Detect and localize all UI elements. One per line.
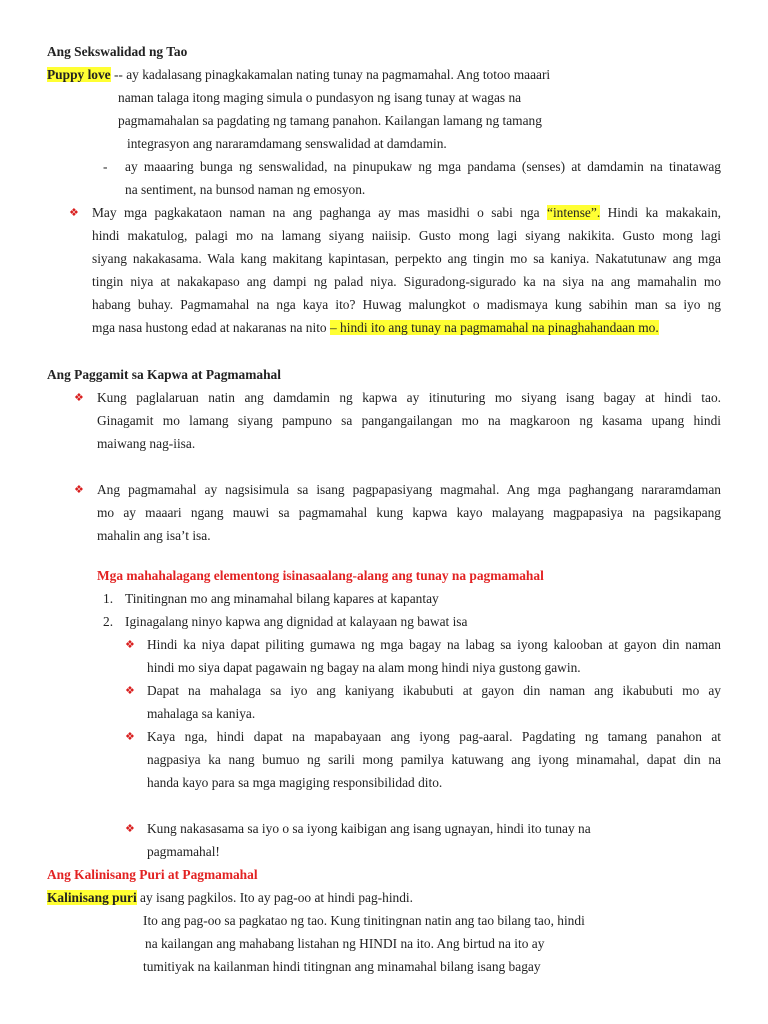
diamond-bullet-icon: ❖	[125, 823, 135, 835]
list-item: Iginagalang ninyo kapwa ang dignidad at kalayaan ng bawat isa	[125, 614, 468, 629]
kalinisang-line-2: Ito ang pag-oo sa pagkatao ng tao. Kung tinitingnan natin ang tao bilang tao, hindi	[143, 913, 585, 928]
puppy-love-line-4: integrasyon ang nararamdamang senswalidad at damdamin.	[127, 136, 447, 151]
sub-bullet-line: Hindi ka niya dapat piliting gumawa ng mga bagay na labag sa iyong kalooban at gayon din naman	[147, 637, 721, 652]
diamond-bullet-icon: ❖	[125, 639, 135, 651]
highlight-intense: “intense”.	[547, 205, 601, 220]
diamond-bullet-icon: ❖	[69, 207, 79, 219]
sub-bullet-line: Dapat na mahalaga sa iyo ang kaniyang ikabubuti at gayon din naman ang ikabubuti mo ay	[147, 683, 721, 698]
list-number: 2.	[103, 614, 114, 629]
kalinisang-line-1: Kalinisang puri ay isang pagkilos. Ito ay pag-oo at hindi pag-hindi.	[47, 890, 414, 905]
sub-bullet-line: pagmamahal!	[147, 844, 220, 859]
sub-bullet-line: nagpasiya ka nang bumuo ng sarili mong pamilya katuwang ang iyong minamahal, dapat din na	[147, 752, 721, 767]
paragraph-line: maiwang nag-iisa.	[97, 436, 196, 451]
kalinisang-line-4: tumitiyak na kailanman hindi titingnan ang minamahal bilang isang bagay	[143, 959, 541, 974]
term-puppy-love: Puppy love	[47, 67, 111, 82]
paragraph-line: siyang nakakasama. Wala kang makitang kapintasan, perpekto ang tingin mo sa kaniya. Nakatutunaw ang mga	[92, 251, 721, 266]
puppy-love-line-1	[47, 66, 550, 84]
paragraph-line: Kung paglalaruan natin ang damdamin ng kapwa ay itinuturing mo siyang isang bagay at hindi tao.	[97, 390, 721, 405]
paragraph-line: habang buhay. Pagmamahal na nga kaya ito? Huwag malungkot o madismaya kung sabihin man sa iyo ng	[92, 297, 721, 312]
subheading-elements: Mga mahahalagang elementong isinasaalang-alang ang tunay na pagmamahal	[97, 568, 544, 583]
section-heading-kalinisang-puri: Ang Kalinisang Puri at Pagmamahal	[47, 867, 258, 882]
list-item: Tinitingnan mo ang minamahal bilang kapares at kapantay	[125, 591, 439, 606]
section-heading-paggamit: Ang Paggamit sa Kapwa at Pagmamahal	[47, 367, 281, 382]
diamond-bullet-icon: ❖	[74, 392, 84, 404]
paragraph-line: hindi makatulog, palagi mo na lamang siyang naiisip. Gusto mong lagi siyang nakikita. Gusto mong lagi	[92, 228, 721, 243]
puppy-love-line-2: naman talaga itong maging simula o pundasyon ng isang tunay at wagas na	[118, 90, 522, 105]
dash-marker: -	[103, 159, 108, 174]
section-heading-sekswalidad: Ang Sekswalidad ng Tao	[47, 44, 188, 59]
sub-bullet-line: Kaya nga, hindi dapat na mapabayaan ang iyong pag-aaral. Pagdating ng tamang panahon at	[147, 729, 721, 744]
sub-bullet-line: handa kayo para sa mga magiging responsibilidad dito.	[147, 775, 443, 790]
sub-bullet-line: Kung nakasasama sa iyo o sa iyong kaibigan ang isang ugnayan, hindi ito tunay na	[147, 821, 591, 836]
dash-line-1: ay maaaring bunga ng senswalidad, na pinupukaw ng mga pandama (senses) at damdamin na tinatawag	[125, 159, 721, 174]
paragraph-line: Ang pagmamahal ay nagsisimula sa isang pagpapasiyang magmahal. Ang mga paghangang nararamdaman	[97, 482, 721, 497]
puppy-love-def: -- ay kadalasang pinagkakamalan nating tunay na pagmamahal. Ang totoo maaari	[110, 67, 551, 82]
puppy-love-line-3: pagmamahalan sa pagdating ng tamang panahon. Kailangan lamang ng tamang	[118, 113, 542, 128]
highlight-hindi-tunay: – hindi ito ang tunay na pagmamahal na pinaghahandaan mo.	[329, 320, 659, 335]
list-number: 1.	[103, 591, 114, 606]
paragraph-line: mo ay maaari ngang mauwi sa pagmamahal kung kapwa kayo malayang magpapasiya na pagsikapang	[97, 505, 721, 520]
diamond-bullet-icon: ❖	[74, 484, 84, 496]
paragraph-line: tingin niya at nakakapaso ang dampi ng palad niya. Siguradong-sigurado ka na siya na ang mamahalin mo	[92, 274, 721, 289]
sub-bullet-line: mahalaga sa kaniya.	[147, 706, 256, 721]
term-kalinisang-puri: Kalinisang puri	[47, 890, 137, 905]
diamond-bullet-icon: ❖	[125, 731, 135, 743]
sub-bullet-line: hindi mo siya dapat pagawain ng bagay na alam mong hindi niya gustong gawin.	[147, 660, 581, 675]
kalinisang-line-3: na kailangan ang mahabang listahan ng HINDI na ito. Ang birtud na ito ay	[145, 936, 545, 951]
dash-line-2: na sentiment, na bunsod naman ng emosyon.	[125, 182, 366, 197]
diamond-bullet-icon: ❖	[125, 685, 135, 697]
paragraph-line: mahalin ang isa’t isa.	[97, 528, 211, 543]
paragraph-line: mga nasa hustong edad at nakaranas na nito – hindi ito ang tunay na pagmamahal na pinaghahandaan mo.	[92, 320, 659, 335]
paragraph-line: May mga pagkakataon naman na ang paghanga ay mas masidhi o sabi nga “intense”. Hindi ka makakain,	[92, 205, 721, 220]
paragraph-line: Ginagamit mo lamang siyang pampuno sa pangangailangan mo na magkaroon ng kasama upang hindi	[97, 413, 721, 428]
